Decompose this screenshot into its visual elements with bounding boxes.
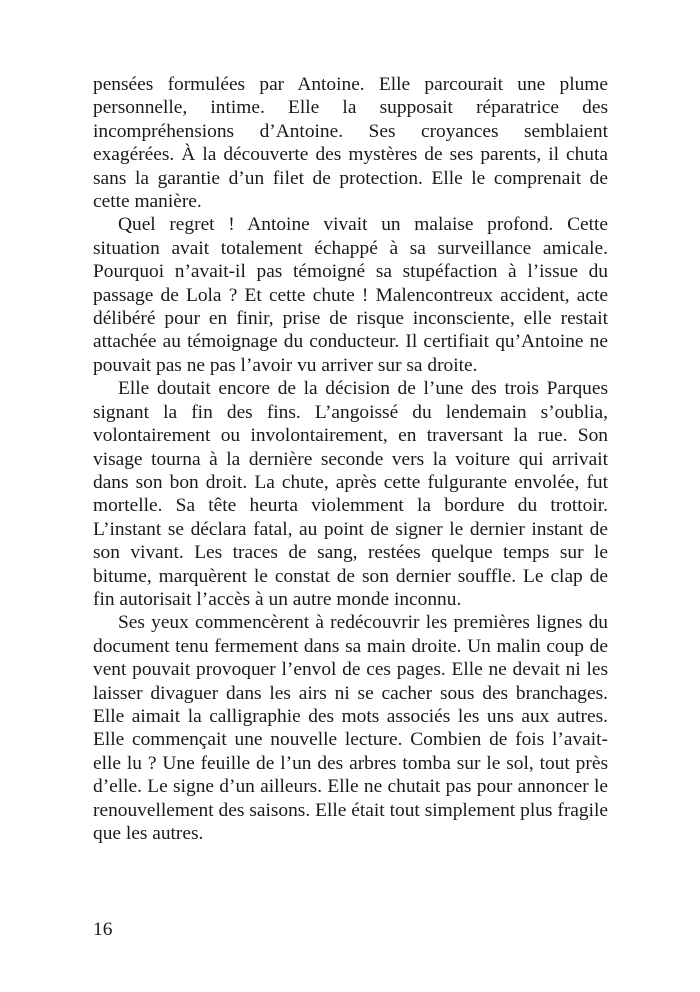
body-text xyxy=(93,73,608,845)
paragraph-3: Elle doutait encore de la décision de l’une des trois Parques signant la fin des fins. L’angoissé du lendemain s’oublia, volontairement ou involontairement, en traversant la rue. Son visage tourna à la dernière seconde vers la voiture qui arrivait dans son bon droit. La chute, après cette fulgurante envolée, fut mortelle. Sa tête heurta violemment la bordure du trottoir. L’instant se déclara fatal, au point de signer le dernier instant de son vivant. Les traces de sang, restées quelque temps sur le bitume, marquèrent le constat de son dernier souffle. Le clap de fin autorisait l’accès à un autre monde inconnu. xyxy=(93,378,608,610)
page-number: 16 xyxy=(93,919,113,940)
paragraph-1: pensées formulées par Antoine. Elle parcourait une plume personnelle, intime. Elle la supposait réparatrice des incompréhensions d’Antoine. Ses croyances semblaient exagérées. À la découverte des mystères de ses parents, il chuta sans la garantie d’un filet de protection. Elle le comprenait de cette manière. xyxy=(93,74,608,213)
paragraph-2: Quel regret ! Antoine vivait un malaise profond. Cette situation avait totalement échappé à sa surveillance amicale. Pourquoi n’avait-il pas témoigné sa stupéfaction à l’issue du passage de Lola ? Et cette chute ! Malencontreux accident, acte délibéré pour en finir, prise de risque inconsciente, elle restait attachée au témoignage du conducteur. Il certifiait qu’Antoine ne pouvait pas ne pas l’avoir vu arriver sur sa droite. xyxy=(93,214,608,376)
paragraph-4: Ses yeux commencèrent à redécouvrir les premières lignes du document tenu fermement dans sa main droite. Un malin coup de vent pouvait provoquer l’envol de ces pages. Elle ne devait ni les laisser divaguer dans les airs ni se cacher sous des branchages. Elle aimait la calligraphie des mots associés les uns aux autres. Elle commençait une nouvelle lecture. Combien de fois l’avait-elle lu ? Une feuille de l’un des arbres tomba sur le sol, tout près d’elle. Le signe d’un ailleurs. Elle ne chutait pas pour annoncer le renouvellement des saisons. Elle était tout simplement plus fragile que les autres. xyxy=(93,612,608,844)
